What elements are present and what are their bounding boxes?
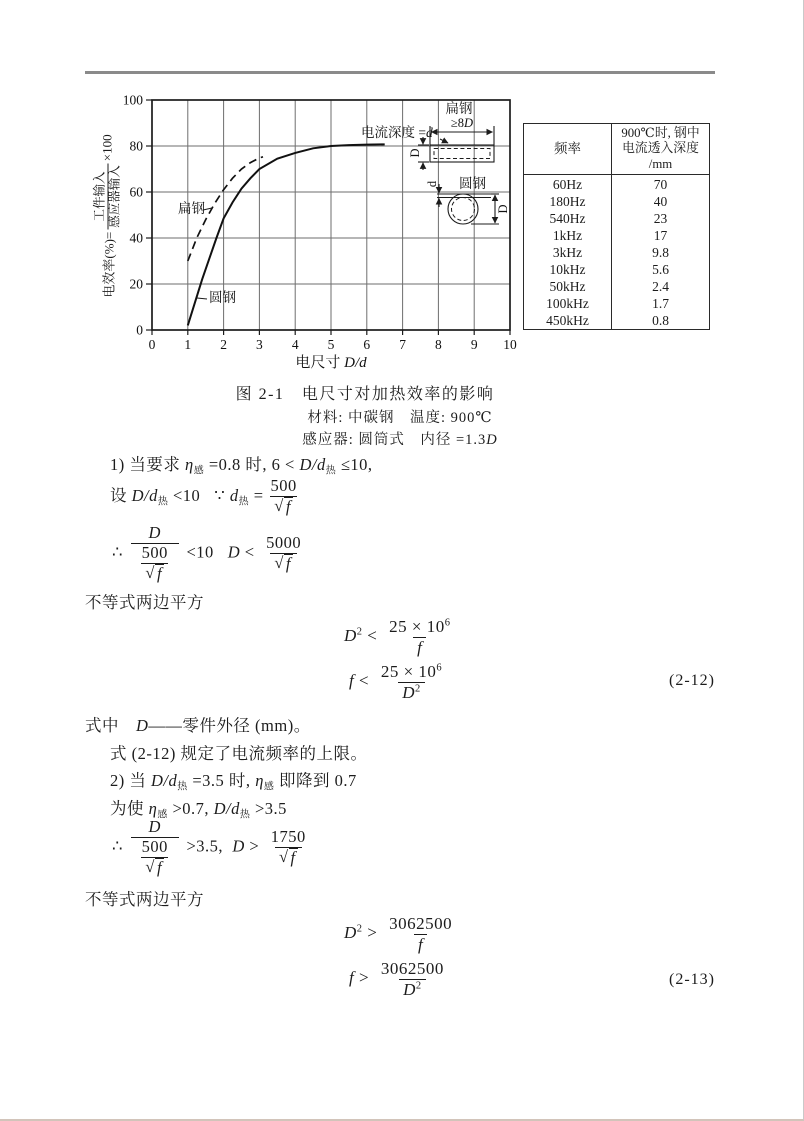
y-axis-label-prefix: 电效率(%)= (101, 231, 116, 298)
svg-text:4: 4 (291, 337, 299, 352)
table-row-depth: 9.8 (652, 245, 669, 260)
svg-text:60: 60 (129, 184, 143, 200)
equation-2-13: f > $\frac{3062500}{D^2}$ (349, 959, 444, 999)
round-steel-curve-label: 圆钢 (209, 290, 236, 305)
svg-text:2: 2 (220, 337, 227, 352)
figure-caption-inductor: 感应器: 圆筒式 内径 =1.3D (302, 432, 498, 448)
body-line-7: 2) 当 $D/d_热 =3.5$ 时, $\eta_感$ 即降到 0.7 (110, 771, 357, 793)
header-rule (85, 71, 715, 74)
body-line-4: 不等式两边平方 (85, 593, 204, 612)
table-row-depth: 1.7 (652, 295, 669, 311)
table-row-depth: 0.8 (652, 312, 669, 328)
table-row-depth: 2.4 (652, 278, 669, 294)
equation-d-squared-lower: $D^2$ > $\frac{3062500}{f}$ (344, 914, 453, 954)
figure-caption-material: 材料: 中碳钢 温度: 900℃ (307, 410, 493, 426)
flat-steel-curve-label: 扁钢 (178, 201, 205, 216)
svg-text:9: 9 (470, 337, 478, 352)
body-line-8: 为使 $\eta_感 >0.7$, $D/d_热 >3.5$ (110, 799, 287, 821)
equation-number-2-12: (2-12) (669, 672, 715, 689)
table-frequency-column (524, 124, 612, 329)
table-row-frequency: 10kHz (549, 261, 586, 277)
x-axis-title: 电尺寸 D/d (295, 355, 367, 371)
body-line-9: ∴ D 500 √ f >3.5, D > 1750 √ f (112, 817, 306, 877)
svg-text:5: 5 (327, 337, 335, 352)
svg-text:100: 100 (122, 92, 143, 108)
figure-caption-title: 图 2-1 电尺寸对加热效率的影响 (235, 386, 495, 403)
inset-round-d-label: d (425, 180, 439, 188)
y-axis-label (85, 114, 131, 319)
inset-flat-width-label: ≥8D (450, 116, 474, 130)
penetration-depth-table (523, 123, 710, 330)
svg-text:80: 80 (129, 138, 143, 154)
svg-text:0: 0 (136, 322, 143, 338)
table-row-frequency: 3kHz (552, 245, 583, 260)
table-header-frequency: 频率 (524, 124, 611, 175)
svg-text:0: 0 (148, 337, 156, 352)
body-line-10: 不等式两边平方 (85, 890, 204, 909)
inset-flat-title: 扁钢 (445, 101, 473, 116)
inset-round-title: 圆钢 (459, 176, 486, 191)
table-row-frequency: 450kHz (546, 312, 589, 328)
table-row-depth: 40 (653, 194, 668, 210)
body-line-1: 1) 当要求 $\eta_感 =0.8$ 时, $6 < D/d_热 \le 10$, (110, 455, 373, 477)
svg-text:1: 1 (184, 337, 192, 352)
table-row-depth: 70 (653, 177, 668, 193)
svg-text:8: 8 (435, 337, 442, 352)
svg-text:10: 10 (503, 337, 517, 352)
table-row-depth: 5.6 (652, 261, 669, 277)
table-row-frequency: 540Hz (549, 211, 586, 227)
svg-text:40: 40 (129, 230, 143, 246)
body-line-5: 式中 D——零件外径 (mm)。 (85, 716, 311, 735)
y-axis-label-suffix: ×100 (99, 134, 115, 162)
svg-text:7: 7 (399, 337, 406, 352)
svg-text:20: 20 (129, 276, 143, 292)
body-line-6: 式 (2-12) 规定了电流频率的上限。 (110, 744, 368, 763)
current-depth-annotation: 电流深度 =d (361, 125, 433, 140)
equation-2-12: f < $\frac{25 \times 10^6}{D^2}$ (349, 662, 443, 702)
round-steel-leader-line (197, 298, 207, 299)
table-row-frequency: 60Hz (552, 177, 583, 193)
y-axis-label-fraction: 工件输入 感应器输入 (92, 165, 121, 228)
svg-text:3: 3 (256, 337, 263, 352)
inset-flat-D-label: D (408, 148, 422, 158)
table-row-frequency: 50kHz (549, 278, 586, 294)
equation-d-squared-upper: $D^2$ < $\frac{25 \times 10^6}{f}$ (344, 617, 451, 657)
figure-2-1-chart (85, 92, 517, 387)
table-row-depth: 23 (653, 211, 668, 227)
plot-area (123, 93, 517, 353)
equation-number-2-13: (2-13) (669, 971, 715, 988)
body-line-2: 设 $D/d_热 <10$ ∵ $d_热$ = 500 √ f (110, 476, 297, 516)
efficiency-vs-size-plot (85, 92, 517, 387)
table-row-frequency: 1kHz (552, 228, 583, 244)
annotation-leader-line (440, 139, 448, 143)
table-row-frequency: 100kHz (546, 295, 589, 311)
table-row-frequency: 180Hz (549, 194, 586, 210)
svg-text:6: 6 (363, 337, 371, 352)
table-depth-column (612, 124, 709, 329)
body-line-3: ∴ D 500 √ f <10 D < 5000 √ f (112, 523, 302, 583)
table-header-depth: 900℃时, 钢中 电流透入深度 /mm (612, 124, 709, 175)
table-row-depth: 17 (653, 228, 668, 244)
round-steel-inset-diagram (425, 176, 510, 224)
inset-round-D-label: D (496, 204, 510, 214)
